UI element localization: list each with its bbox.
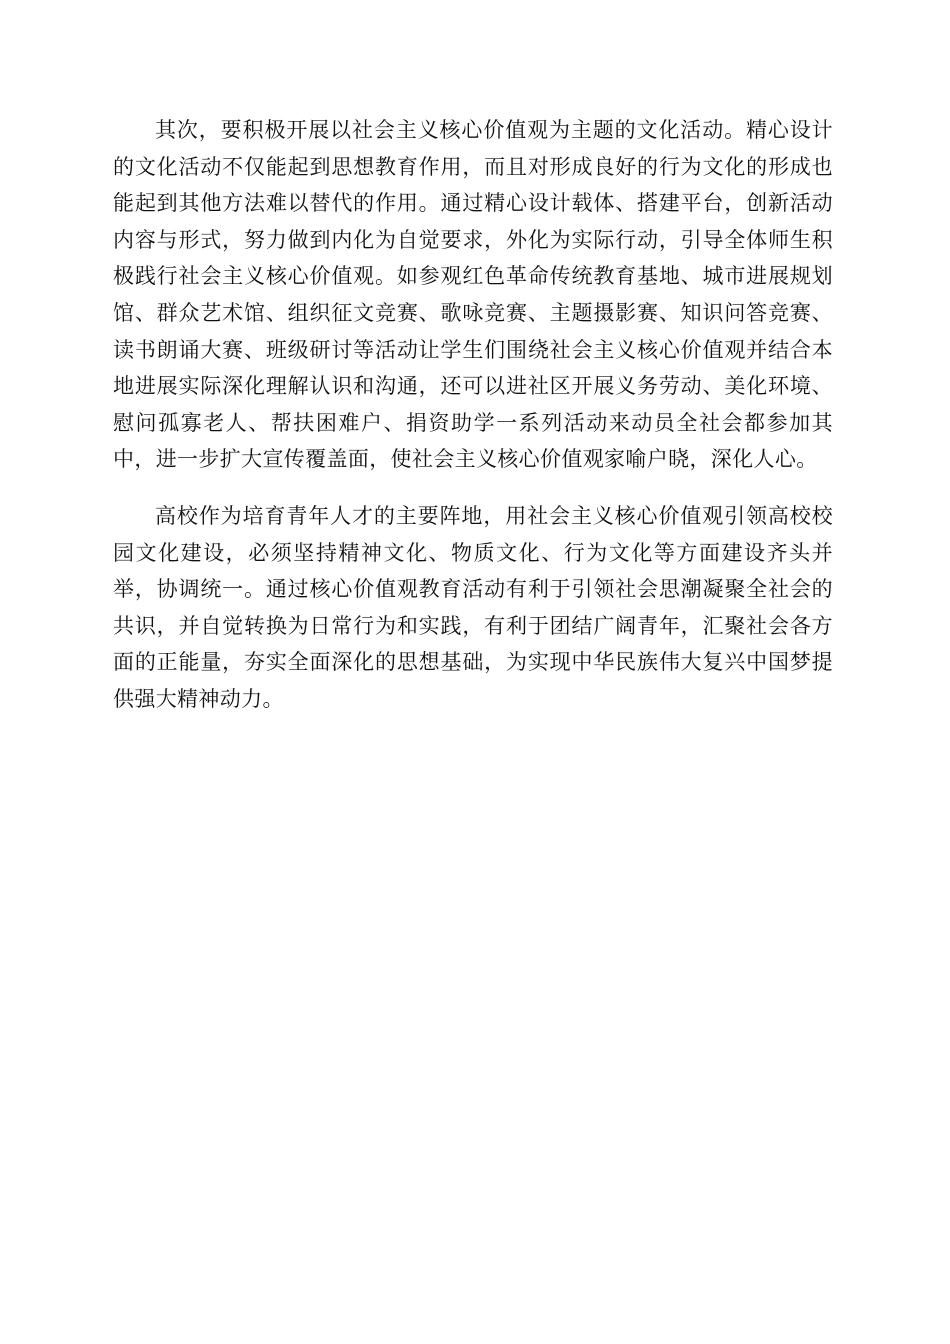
paragraph-cultural-activities: 其次，要积极开展以社会主义核心价值观为主题的文化活动。精心设计的文化活动不仅能起到思想教育作用，而且对形成良好的行为文化的形成也能起到其他方法难以替代的作用。通过精心设计载体、搭建平台，创新活动内容与形式，努力做到内化为自觉要求，外化为实际行动，引导全体师生积极践行社会主义核心价值观。如参观红色革命传统教育基地、城市进展规划馆、群众艺术馆、组织征文竞赛、歌咏竞赛、主题摄影赛、知识问答竞赛、读书朗诵大赛、班级研讨等活动让学生们围绕社会主义核心价值观并结合本地进展实际深化理解认识和沟通，还可以进社区开展义务劳动、美化环境、慰问孤寡老人、帮扶困难户、捐资助学一系列活动来动员全社会都参加其中，进一步扩大宣传覆盖面，使社会主义核心价值观家喻户晓，深化人心。 (113, 118, 833, 472)
document-body (113, 112, 833, 718)
paragraph-campus-culture: 高校作为培育青年人才的主要阵地，用社会主义核心价值观引领高校校园文化建设，必须坚持精神文化、物质文化、行为文化等方面建设齐头并举，协调统一。通过核心价值观教育活动有利于引领社会思潮凝聚全社会的共识，并自觉转换为日常行为和实践，有利于团结广阔青年，汇聚社会各方面的正能量，夯实全面深化的思想基础，为实现中华民族伟大复兴中国梦提供强大精神动力。 (113, 503, 833, 711)
